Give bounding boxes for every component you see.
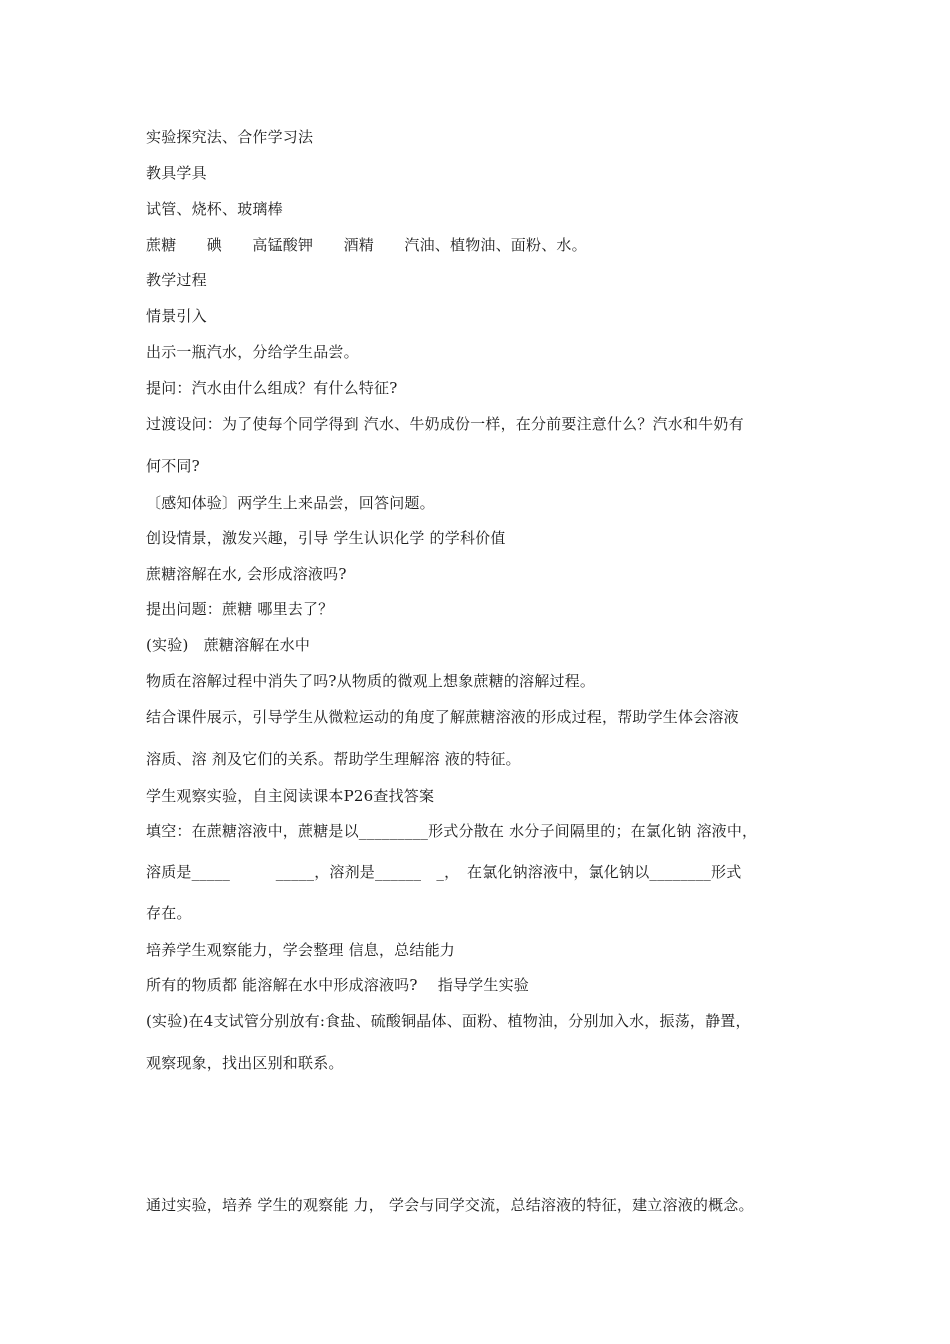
text-line: 提出问题：蔗糖 哪里去了？ bbox=[146, 600, 334, 618]
text-line: 〔感知体验〕两学生上来品尝，回答问题。 bbox=[146, 494, 435, 512]
text-line: 溶质、溶 剂及它们的关系。帮助学生理解溶 液的特征。 bbox=[146, 750, 521, 768]
text-line: 蔗糖溶解在水, 会形成溶液吗? bbox=[146, 565, 347, 583]
text-line: 创设情景，激发兴趣，引导 学生认识化学 的学科价值 bbox=[146, 529, 506, 547]
text-line: 学生观察实验，自主阅读课本P26查找答案 bbox=[146, 787, 435, 805]
text-line-process-heading: 教学过程 bbox=[146, 271, 207, 289]
text-line-materials: 蔗糖 碘 高锰酸钾 酒精 汽油、植物油、面粉、水。 bbox=[146, 236, 587, 254]
text-line: 观察现象，找出区别和联系。 bbox=[146, 1054, 344, 1072]
fill-in-blank-line: 填空：在蔗糖溶液中，蔗糖是以_________形式分散在 水分子间隔里的；在氯化钠 溶液中， bbox=[146, 822, 758, 840]
text-line-apparatus: 试管、烧杯、玻璃棒 bbox=[146, 200, 283, 218]
fill-in-blank-line: 溶质是_____ _____，溶剂是______ _， 在氯化钠溶液中，氯化钠以________形式 bbox=[146, 863, 742, 881]
text-line: 通过实验，培养 学生的观察能 力， 学会与同学交流，总结溶液的特征，建立溶液的概念。 bbox=[146, 1196, 754, 1214]
text-line: 培养学生观察能力，学会整理 信息，总结能力 bbox=[146, 941, 455, 959]
text-line: 出示一瓶汽水，分给学生品尝。 bbox=[146, 343, 359, 361]
text-line: (实验)在4支试管分别放有:食盐、硫酸铜晶体、面粉、植物油，分别加入水，振荡，静置， bbox=[146, 1012, 751, 1030]
text-line: 提问：汽水由什么组成？有什么特征? bbox=[146, 379, 398, 397]
text-line: 所有的物质都 能溶解在水中形成溶液吗? 指导学生实验 bbox=[146, 976, 529, 994]
text-line: 过渡设问：为了使每个同学得到 汽水、牛奶成份一样，在分前要注意什么？汽水和牛奶有 bbox=[146, 415, 744, 433]
text-line: 结合课件展示，引导学生从微粒运动的角度了解蔗糖溶液的形成过程，帮助学生体会溶液 bbox=[146, 708, 739, 726]
text-line-methods: 实验探究法、合作学习法 bbox=[146, 128, 314, 146]
text-line-tools-heading: 教具学具 bbox=[146, 164, 207, 182]
text-line: 存在。 bbox=[146, 904, 192, 922]
text-line: 何不同? bbox=[146, 457, 200, 475]
text-line-intro-heading: 情景引入 bbox=[146, 307, 207, 325]
text-line: (实验) 蔗糖溶解在水中 bbox=[146, 636, 311, 654]
text-line: 物质在溶解过程中消失了吗?从物质的微观上想象蔗糖的溶解过程。 bbox=[146, 672, 596, 690]
